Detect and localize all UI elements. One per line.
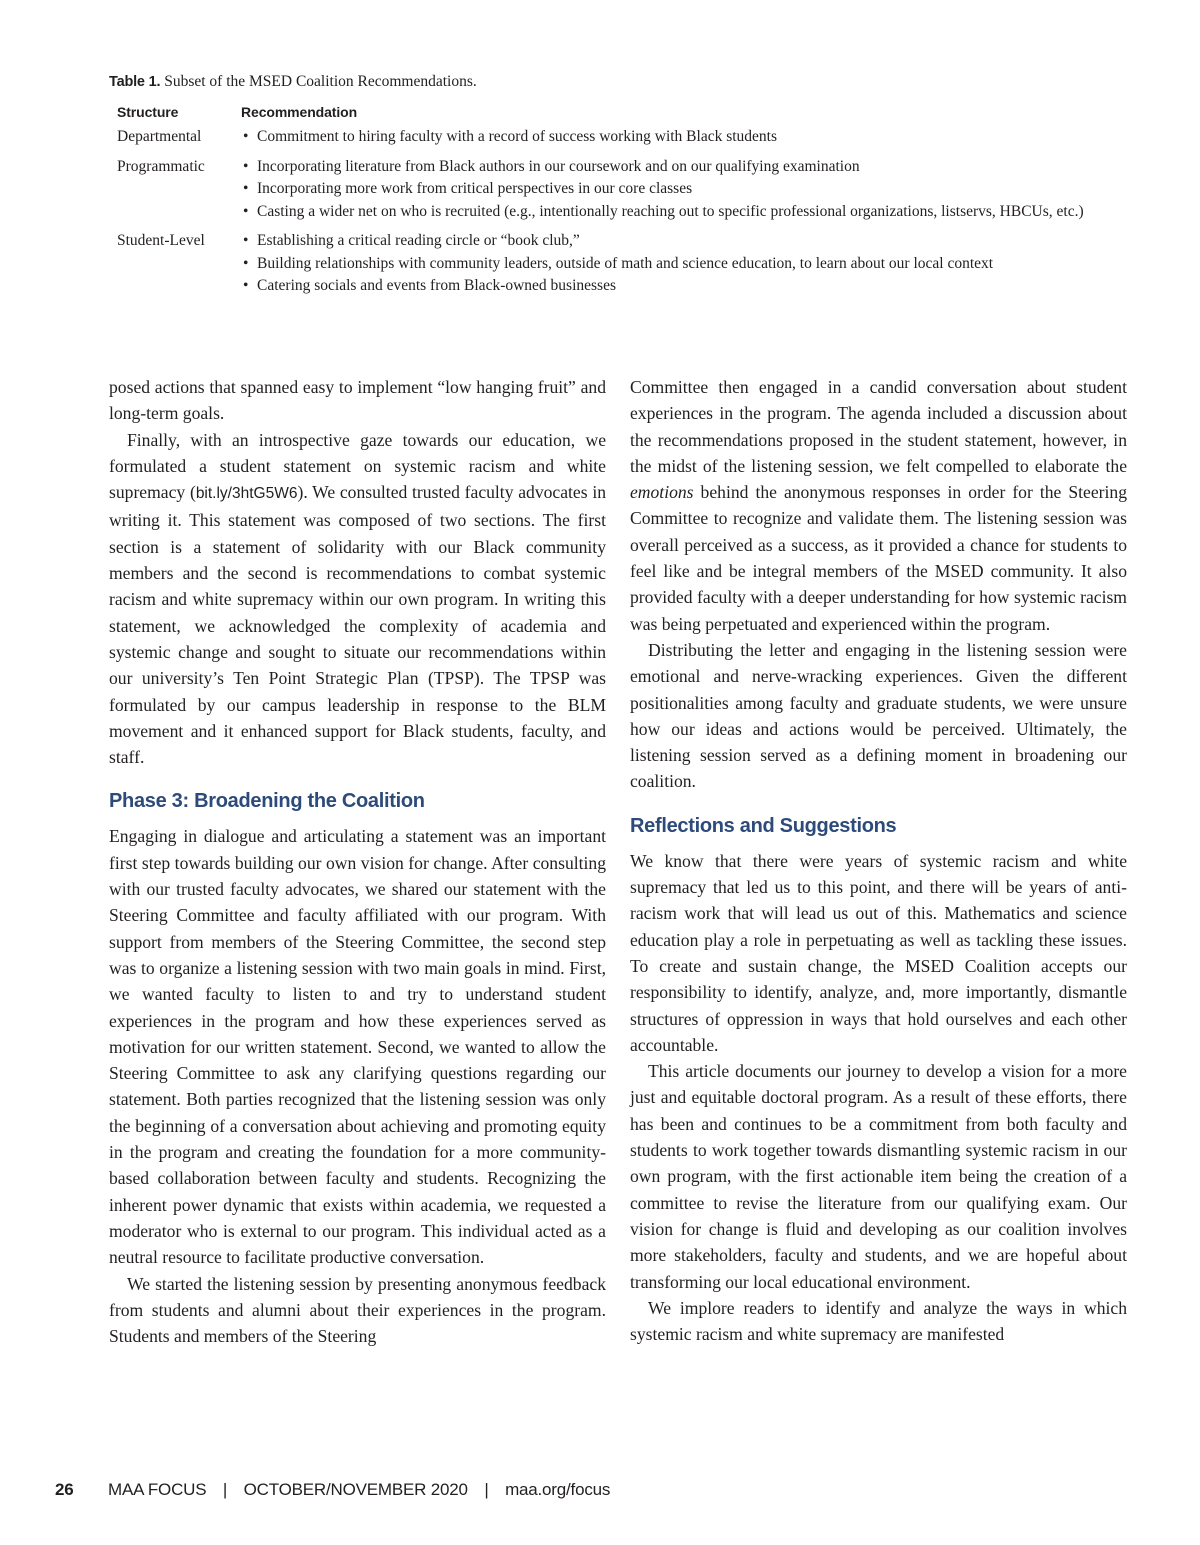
paragraph: We implore readers to identify and analyze the ways in which systemic racism and white supremacy are manifested <box>630 1297 1127 1345</box>
paragraph <box>630 374 1127 637</box>
paragraph <box>109 427 606 771</box>
recommendation-item: • Catering socials and events from Black-owned businesses <box>241 275 1084 298</box>
recommendation-item: • Incorporating literature from Black authors in our coursework and on our qualifying examination <box>241 156 1084 179</box>
recommendations-table <box>109 104 1084 305</box>
table-row <box>109 126 1084 156</box>
paragraph-text: Finally, with an introspective gaze towards our education, we formulated a student statement on systemic racism and white supremacy ( <box>109 429 606 503</box>
recommendation-item: • Building relationships with community leaders, outside of math and science education, to learn about our local context <box>241 253 1084 276</box>
publication-name: MAA FOCUS <box>108 1480 207 1499</box>
paragraph: We started the listening session by presenting anonymous feedback from students and alumni about their experiences in the program. Students and members of the Steering <box>109 1273 606 1347</box>
recommendation-cell <box>233 156 1084 231</box>
paragraph: We know that there were years of systemic racism and white supremacy that led us to this point, and there will be years of anti-racism work that will lead us out of this. Mathematics and science education play a role in perpetuating as well as tackling these issues. To create and sustain change, the MSED Coalition accepts our responsibility to identify, analyze, and, more importantly, dismantle structures of oppression in ways that hold ourselves and each other accountable. <box>630 850 1127 1055</box>
table-caption <box>109 70 1129 94</box>
paragraph: posed actions that spanned easy to implement “low hanging fruit” and long-term goals. <box>109 377 606 424</box>
recommendations-table-block <box>109 70 1129 305</box>
recommendation-cell <box>233 126 1084 156</box>
recommendation-item: • Incorporating more work from critical perspectives in our core classes <box>241 178 1084 201</box>
section-heading-reflections: Reflections and Suggestions <box>630 814 897 837</box>
left-column <box>109 374 606 1349</box>
column-header-recommendation: Recommendation <box>241 104 358 120</box>
table-caption-text: Subset of the MSED Coalition Recommendations. <box>164 73 477 90</box>
emphasis-text: emotions <box>630 482 694 503</box>
recommendation-item: • Casting a wider net on who is recruited (e.g., intentionally reaching out to specific professional organizations, listservs, HBCUs, etc.) <box>241 201 1084 224</box>
page-number: 26 <box>55 1480 74 1499</box>
column-header-structure: Structure <box>117 104 179 120</box>
structure-cell: Programmatic <box>117 157 205 175</box>
paragraph-text: behind the anonymous responses in order for the Steering Committee to recognize and validate them. The listening session was overall perceived as a success, as it provided a chance for students to feel like and be integral members of the MSED community. It also provided faculty with a deeper understanding for how systemic racism was being perpetuated and experienced within the program. <box>630 482 1127 634</box>
table-row <box>109 230 1084 305</box>
issue-date: OCTOBER/NOVEMBER 2020 <box>243 1480 468 1499</box>
paragraph-text: ). We consulted trusted faculty advocates in writing it. This statement was composed of two sections. The first section is a statement of solidarity with our Black community members and the second is recommendations to combat systemic racism and white supremacy within our own program. In writing this statement, we acknowledged the complexity of academia and systemic change and sought to situate our recommendations within our university’s Ten Point Strategic Plan (TPSP). The TPSP was formulated by our campus leadership in response to the BLM movement and it enhanced support for Black students, faculty, and staff. <box>109 482 607 768</box>
statement-link[interactable]: bit.ly/3htG5W6 <box>195 485 298 503</box>
table-label: Table 1. <box>109 74 161 90</box>
structure-cell: Student-Level <box>117 232 205 249</box>
publication-url[interactable]: maa.org/focus <box>505 1480 611 1499</box>
structure-cell: Departmental <box>117 128 202 145</box>
table-row <box>109 156 1084 231</box>
paragraph-text: Committee then engaged in a candid conversation about student experiences in the program. The agenda included a discussion about the recommendations proposed in the student statement, however, in the midst of the listening session, we felt compelled to elaborate the <box>630 377 1127 476</box>
paragraph: Distributing the letter and engaging in the listening session were emotional and nerve-wracking experiences. Given the different positionalities among faculty and graduate students, we were unsure how our ideas and actions would be perceived. Ultimately, the listening session served as a defining moment in broadening our coalition. <box>630 639 1127 792</box>
section-heading-phase-3: Phase 3: Broadening the Coalition <box>109 790 425 813</box>
footer-separator: | <box>222 1480 228 1499</box>
recommendation-cell <box>233 230 1084 305</box>
recommendation-item: • Commitment to hiring faculty with a record of success working with Black students <box>241 126 1084 149</box>
footer-separator: | <box>484 1480 489 1499</box>
page-footer <box>55 1480 610 1500</box>
paragraph: Engaging in dialogue and articulating a statement was an important first step towards building our own vision for change. After consulting with our trusted faculty advocates, we shared our statement with the Steering Committee and faculty affiliated with our program. With support from members of the Steering Committee, the second step was to organize a listening session with two main goals in mind. First, we wanted faculty to listen to and try to understand student experiences in the program and how these experiences served as motivation for our written statement. Second, we wanted to allow the Steering Committee to ask any clarifying questions regarding our statement. Both parties recognized that the listening session was only the beginning of a conversation about achieving and promoting equity in the program and creating the foundation for a more community-based collaboration between faculty and students. Recognizing the inherent power dynamic that exists within academia, we requested a moderator who is external to our program. This individual acted as a neutral resource to facilitate productive conversation. <box>109 826 606 1268</box>
right-column <box>630 374 1127 1347</box>
table-header-row <box>109 104 1084 126</box>
paragraph: This article documents our journey to develop a vision for a more just and equitable doctoral program. As a result of these efforts, there has been and continues to be a commitment from both faculty and students to work together towards dismantling systemic racism in our own program, with the first actionable item being the creation of a committee to revise the literature from our qualifying exam. Our vision for change is fluid and developing as our coalition involves more stakeholders, faculty and students, and we are hopeful about transforming our local educational environment. <box>630 1061 1127 1292</box>
recommendation-item: • Establishing a critical reading circle or “book club,” <box>241 230 1084 253</box>
